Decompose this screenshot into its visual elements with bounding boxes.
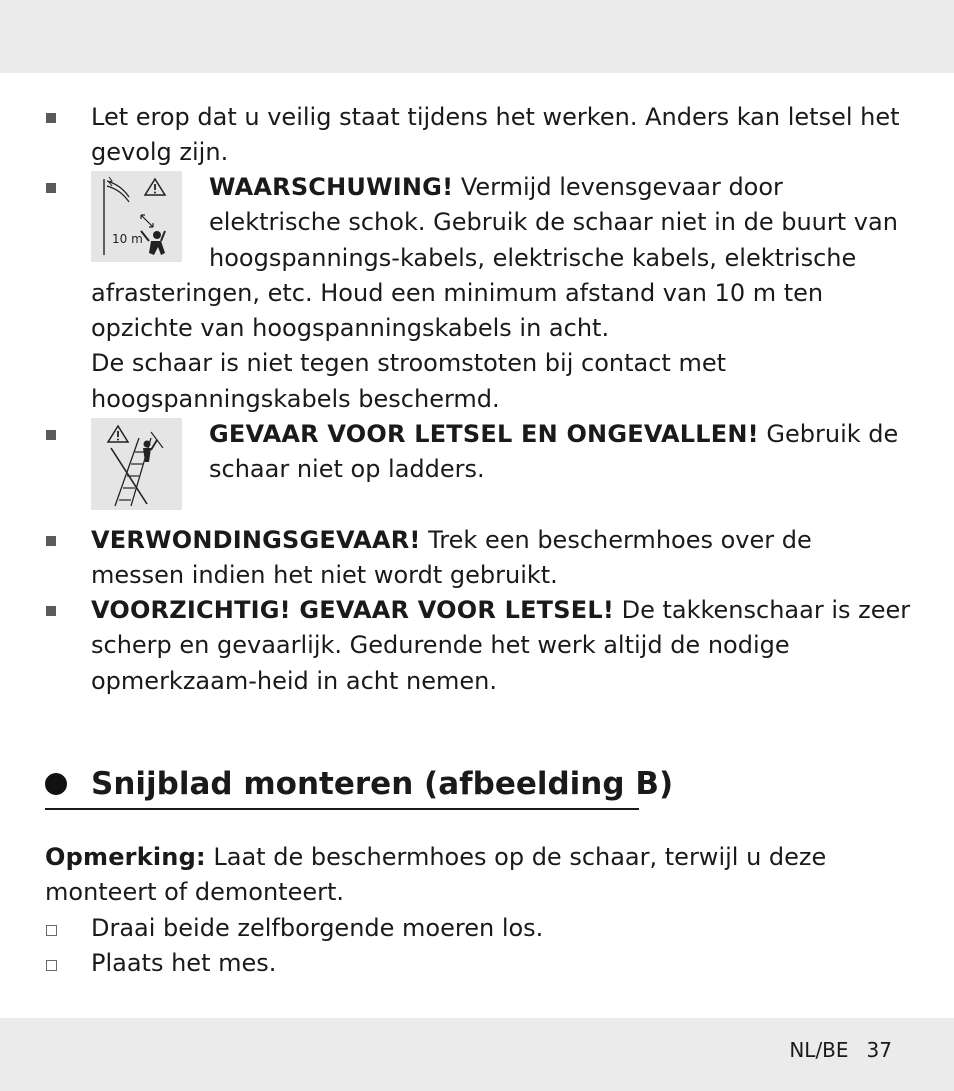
note-text: Laat de beschermhoes op de schaar, terwijl u deze monteert of demonteert. (45, 843, 827, 907)
step-item (91, 946, 911, 981)
page-footer (789, 1035, 892, 1065)
square-bullet (46, 606, 56, 616)
warning-item-electric (91, 170, 911, 417)
warning-text: Vermijd levensgevaar door elektrische schok. Gebruik de schaar niet in de buurt van hoogspannings-kabels, elektrische kabels, elektrische afrasteringen, etc. Houd een minimum afstand van 10 m ten opzichte van hoogspanningskabels in acht. (91, 173, 898, 343)
step-item (91, 911, 911, 946)
distance-label: 10 m (112, 232, 143, 246)
no-ladder-warning-icon (91, 418, 182, 510)
warning-title: VOORZICHTIG! GEVAAR VOOR LETSEL! (91, 596, 614, 624)
square-bullet (46, 430, 56, 440)
warning-text: Trek een beschermhoes over de messen indien het niet wordt gebruikt. (91, 526, 812, 590)
page-number: 37 (866, 1038, 892, 1062)
step-checkbox-icon (46, 925, 57, 936)
warning-text: Let erop dat u veilig staat tijdens het werken. Anders kan letsel het gevolg zijn. (91, 103, 900, 167)
warning-item-sharp (91, 593, 911, 699)
step-text: Draai beide zelfborgende moeren los. (91, 914, 544, 942)
note-paragraph (45, 840, 925, 911)
section-heading (45, 764, 674, 810)
warning-text: De takkenschaar is zeer scherp en gevaarlijk. Gedurende het werk altijd de nodige opmerkzaam-heid in acht nemen. (91, 596, 911, 695)
warning-text: Gebruik de schaar niet op ladders. (209, 420, 899, 484)
section-title: Snijblad monteren (afbeelding B) (91, 766, 674, 802)
square-bullet (46, 536, 56, 546)
step-text: Plaats het mes. (91, 949, 277, 977)
note-label: Opmerking: (45, 843, 206, 871)
warning-item-cover (91, 523, 911, 594)
warning-title: VERWONDINGSGEVAAR! (91, 526, 421, 554)
warning-extra-text: De schaar is niet tegen stroomstoten bij contact met hoogspanningskabels beschermd. (91, 349, 727, 413)
footer-language: NL/BE (789, 1038, 849, 1062)
electric-shock-warning-icon (91, 171, 182, 262)
warning-item-safe-stance (91, 100, 911, 171)
warning-item-ladder (91, 417, 911, 516)
heading-bullet-icon (45, 773, 67, 795)
warning-title: GEVAAR VOOR LETSEL EN ONGEVALLEN! (209, 420, 759, 448)
square-bullet (46, 183, 56, 193)
square-bullet (46, 113, 56, 123)
step-checkbox-icon (46, 960, 57, 971)
header-band (0, 0, 954, 73)
warning-title: WAARSCHUWING! (209, 173, 454, 201)
